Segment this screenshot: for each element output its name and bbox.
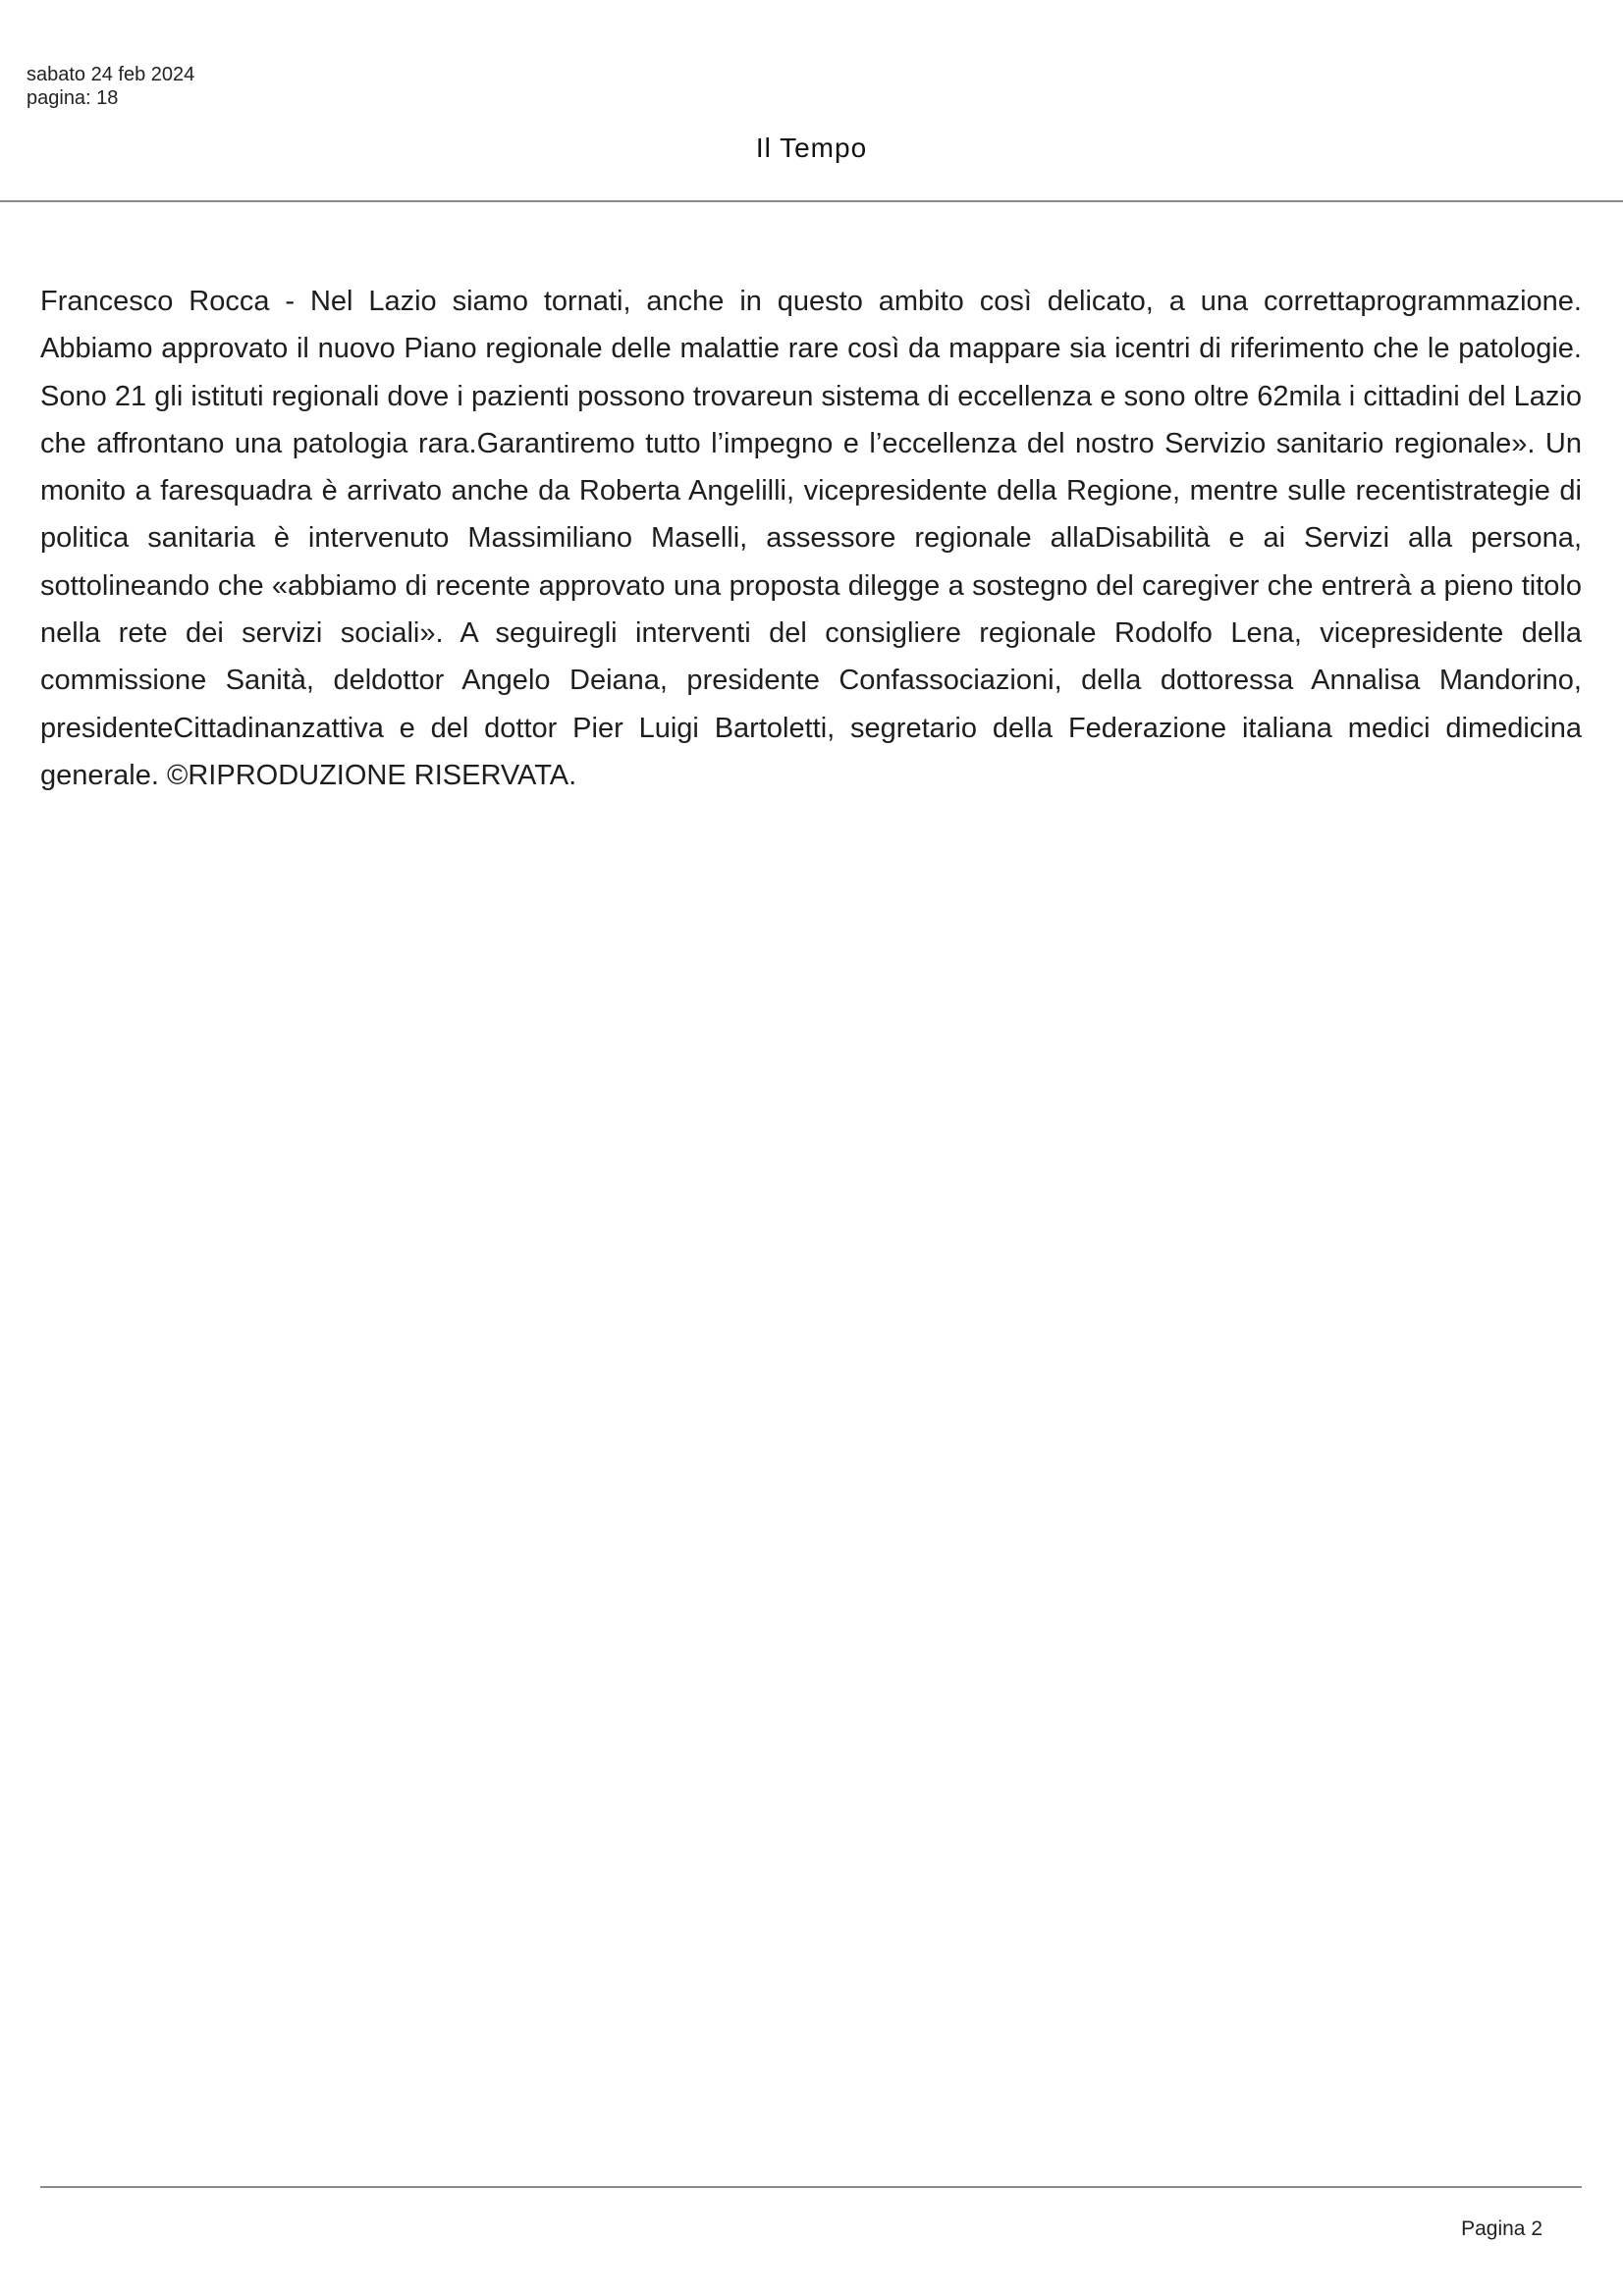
footer-divider <box>40 2186 1582 2188</box>
header-divider <box>0 200 1623 202</box>
publication-title: Il Tempo <box>755 133 868 163</box>
issue-meta <box>27 63 194 110</box>
issue-date: sabato 24 feb 2024 <box>27 64 195 85</box>
page-number: Pagina 2 <box>1461 2217 1542 2240</box>
issue-page: pagina: 18 <box>27 87 119 109</box>
article-body: Francesco Rocca - Nel Lazio siamo tornati, anche in questo ambito così delicato, a una correttaprogrammazione. Abbiamo approvato il nuovo Piano regionale delle malattie rare così da mappare sia icentri di riferimento che le patologie. Sono 21 gli istituti regionali dove i pazienti possono trovareun sistema di eccellenza e sono oltre 62mila i cittadini del Lazio che affrontano una patologia rara.Garantiremo tutto l’impegno e l’eccellenza del nostro Servizio sanitario regionale». Un monito a faresquadra è arrivato anche da Roberta Angelilli, vicepresidente della Regione, mentre sulle recentistrategie di politica sanitaria è intervenuto Massimiliano Maselli, assessore regionale allaDisabilità e ai Servizi alla persona, sottolineando che «abbiamo di recente approvato una proposta dilegge a sostegno del caregiver che entrerà a pieno titolo nella rete dei servizi sociali». A seguiregli interventi del consigliere regionale Rodolfo Lena, vicepresidente della commissione Sanità, deldottor Angelo Deiana, presidente Confassociazioni, della dottoressa Annalisa Mandorino, presidenteCittadinanzattiva e del dottor Pier Luigi Bartoletti, segretario della Federazione italiana medici dimedicina generale. ©RIPRODUZIONE RISERVATA. <box>40 286 1582 791</box>
